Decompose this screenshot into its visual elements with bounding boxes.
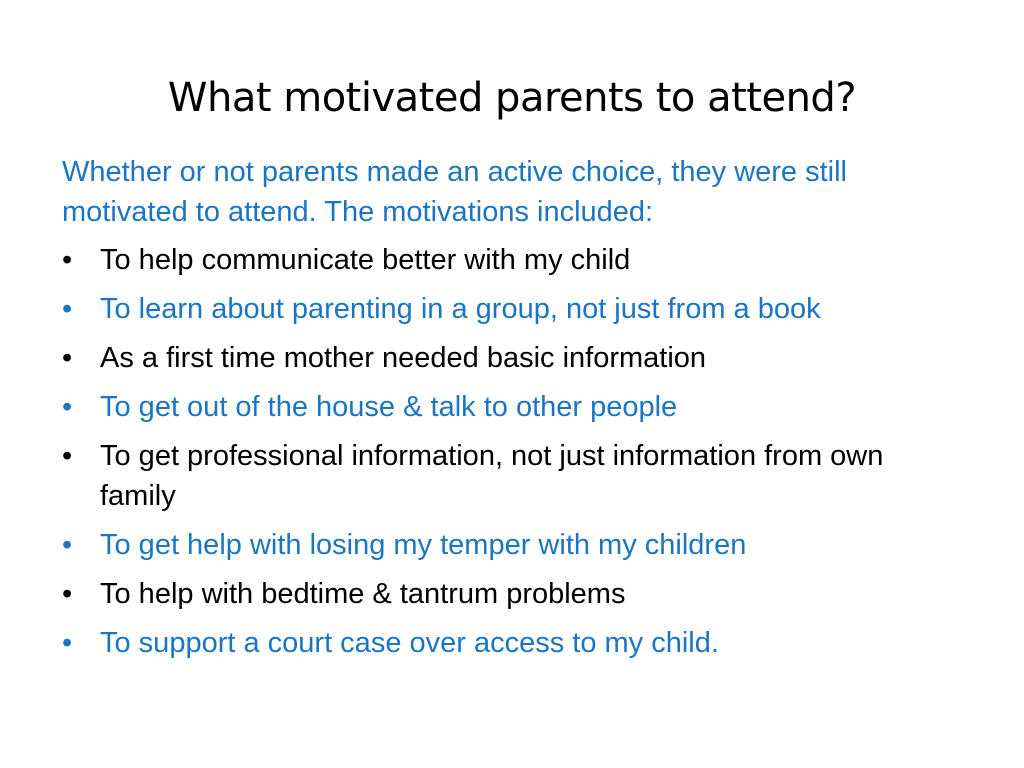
list-item	[62, 525, 962, 565]
bullet-icon: •	[62, 342, 73, 374]
list-item	[62, 623, 962, 663]
slide-content	[62, 152, 962, 672]
slide-title: What motivated parents to attend?	[167, 75, 857, 121]
intro-text: Whether or not parents made an active choice, they were still motivated to attend. The motivations included:	[62, 156, 847, 228]
list-item-text: As a first time mother needed basic information	[100, 342, 707, 374]
bullet-icon: •	[62, 529, 73, 561]
list-item	[62, 574, 962, 614]
bullet-icon: •	[62, 244, 73, 276]
bullet-icon: •	[62, 391, 73, 423]
list-item	[62, 436, 962, 516]
bullet-icon: •	[62, 440, 73, 472]
list-item	[62, 338, 962, 378]
bullet-icon: •	[62, 627, 73, 659]
list-item-text: To get professional information, not just information from own family	[100, 440, 884, 512]
list-item-text: To get help with losing my temper with my children	[100, 529, 747, 561]
list-item	[62, 387, 962, 427]
bullet-icon: •	[62, 578, 73, 610]
list-item-text: To learn about parenting in a group, not just from a book	[100, 293, 821, 325]
list-item-text: To help communicate better with my child	[100, 244, 631, 276]
list-item-text: To get out of the house & talk to other people	[100, 391, 678, 423]
bullet-icon: •	[62, 293, 73, 325]
list-item	[62, 240, 962, 280]
list-item-text: To help with bedtime & tantrum problems	[100, 578, 626, 610]
list-item	[62, 289, 962, 329]
list-item-text: To support a court case over access to my child.	[100, 627, 719, 659]
motivation-list	[62, 240, 962, 663]
